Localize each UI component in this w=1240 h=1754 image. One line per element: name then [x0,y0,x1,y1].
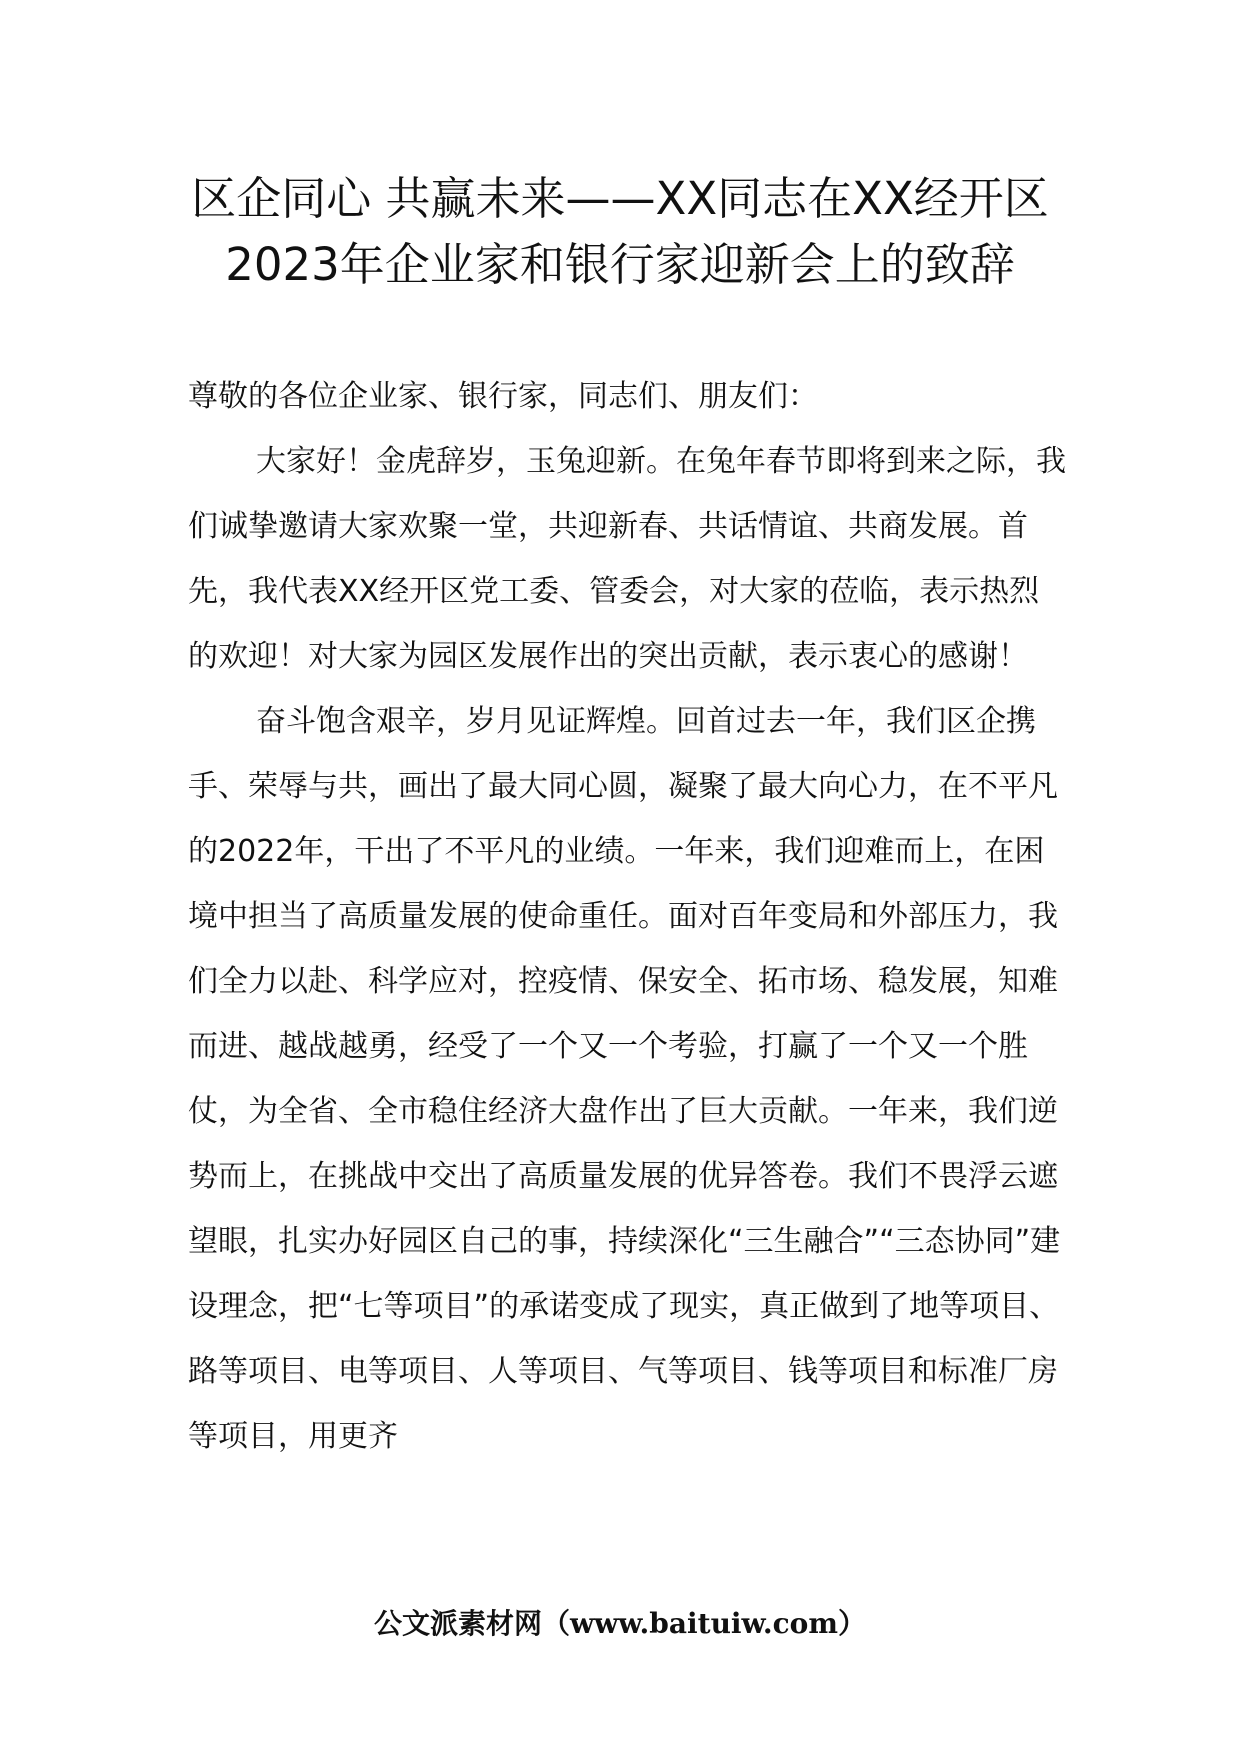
salutation: 尊敬的各位企业家、银行家，同志们、朋友们： [188,379,818,414]
document-body [188,364,1068,1469]
document-title: 区企同心 共赢未来——XX同志在XX经开区2023年企业家和银行家迎新会上的致辞 [191,172,1049,291]
paragraph-2: 奋斗饱含艰辛，岁月见证辉煌。回首过去一年，我们区企携手、荣辱与共，画出了最大同心圆，凝聚了最大向心力，在不平凡的2022年，干出了不平凡的业绩。一年来，我们迎难而上，在困境中担当了高质量发展的使命重任。面对百年变局和外部压力，我们全力以赴、科学应对，控疫情、保安全、拓市场、稳发展，知难而进、越战越勇，经受了一个又一个考验，打赢了一个又一个胜仗，为全省、全市稳住经济大盘作出了巨大贡献。一年来，我们逆势而上，在挑战中交出了高质量发展的优异答卷。我们不畏浮云遮望眼，扎实办好园区自己的事，持续深化“三生融合”“三态协同”建设理念，把“七等项目”的承诺变成了现实，真正做到了地等项目、路等项目、电等项目、人等项目、气等项目、钱等项目和标准厂房等项目，用更齐 [188,704,1061,1454]
paragraph-1: 大家好！金虎辞岁，玉兔迎新。在兔年春节即将到来之际，我们诚挚邀请大家欢聚一堂，共迎新春、共话情谊、共商发展。首先，我代表XX经开区党工委、管委会，对大家的莅临，表示热烈的欢迎！对大家为园区发展作出的突出贡献，表示衷心的感谢！ [188,444,1066,674]
footer-watermark: 公文派素材网（www.baituiw.com） [374,1607,866,1640]
